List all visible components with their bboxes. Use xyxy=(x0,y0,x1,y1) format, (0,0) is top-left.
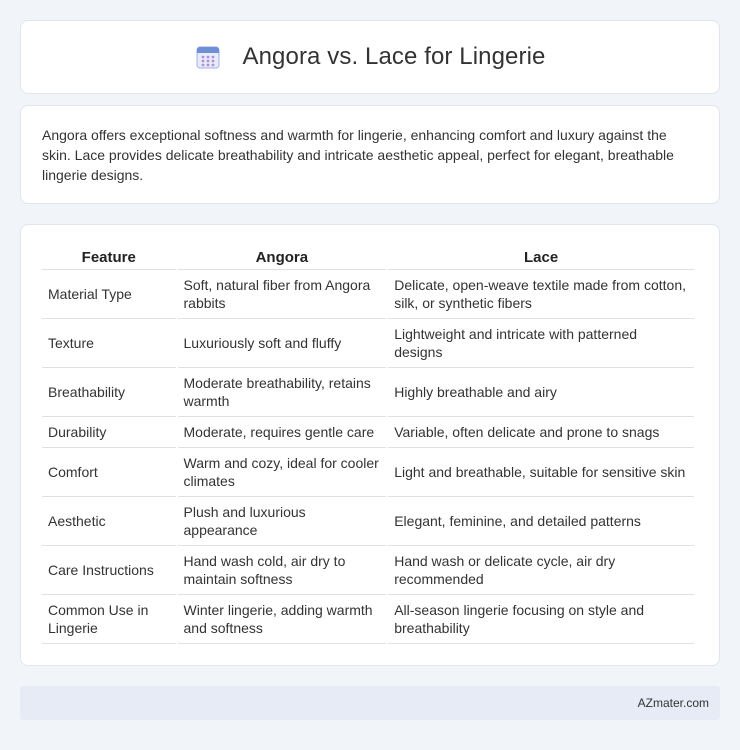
header-feature: Feature xyxy=(42,246,176,270)
lace-cell: Variable, often delicate and prone to snags xyxy=(388,417,694,448)
footer-brand[interactable]: AZmater.com xyxy=(637,696,709,710)
angora-cell: Plush and luxurious appearance xyxy=(178,497,387,546)
angora-cell: Winter lingerie, adding warmth and softness xyxy=(178,595,387,644)
angora-cell: Luxuriously soft and fluffy xyxy=(178,319,387,368)
angora-cell: Moderate breathability, retains warmth xyxy=(178,368,387,417)
angora-cell: Soft, natural fiber from Angora rabbits xyxy=(178,270,387,319)
page-title: Angora vs. Lace for Lingerie xyxy=(242,43,546,70)
lace-cell: Delicate, open-weave textile made from cotton, silk, or synthetic fibers xyxy=(388,270,694,319)
table-row xyxy=(42,417,694,448)
feature-cell: Material Type xyxy=(42,270,176,319)
table-row xyxy=(42,595,694,644)
comparison-table-card xyxy=(20,224,720,666)
table-row xyxy=(42,270,694,319)
lace-cell: Elegant, feminine, and detailed patterns xyxy=(388,497,694,546)
footer xyxy=(20,686,720,720)
lace-cell: Light and breathable, suitable for sensitive skin xyxy=(388,448,694,497)
feature-cell: Durability xyxy=(42,417,176,448)
header-angora: Angora xyxy=(178,246,387,270)
table-header-row xyxy=(42,246,694,270)
description-card xyxy=(20,105,720,204)
feature-cell: Breathability xyxy=(42,368,176,417)
table-row xyxy=(42,319,694,368)
lace-cell: Hand wash or delicate cycle, air dry recommended xyxy=(388,546,694,595)
table-row xyxy=(42,497,694,546)
angora-cell: Hand wash cold, air dry to maintain softness xyxy=(178,546,387,595)
lace-cell: Lightweight and intricate with patterned designs xyxy=(388,319,694,368)
feature-cell: Texture xyxy=(42,319,176,368)
table-row xyxy=(42,448,694,497)
lace-cell: All-season lingerie focusing on style and breathability xyxy=(388,595,694,644)
table-row xyxy=(42,546,694,595)
lace-cell: Highly breathable and airy xyxy=(388,368,694,417)
angora-cell: Moderate, requires gentle care xyxy=(178,417,387,448)
feature-cell: Care Instructions xyxy=(42,546,176,595)
feature-cell: Common Use in Lingerie xyxy=(42,595,176,644)
title-card xyxy=(20,20,720,94)
angora-cell: Warm and cozy, ideal for cooler climates xyxy=(178,448,387,497)
calendar-icon xyxy=(195,44,221,70)
feature-cell: Aesthetic xyxy=(42,497,176,546)
header-lace: Lace xyxy=(388,246,694,270)
description-text: Angora offers exceptional softness and warmth for lingerie, enhancing comfort and luxury against the skin. Lace provides delicate breathability and intricate aesthetic appeal, perfect for elegant, breathable lingerie designs. xyxy=(42,127,674,183)
table-row xyxy=(42,368,694,417)
comparison-table xyxy=(40,246,696,644)
feature-cell: Comfort xyxy=(42,448,176,497)
